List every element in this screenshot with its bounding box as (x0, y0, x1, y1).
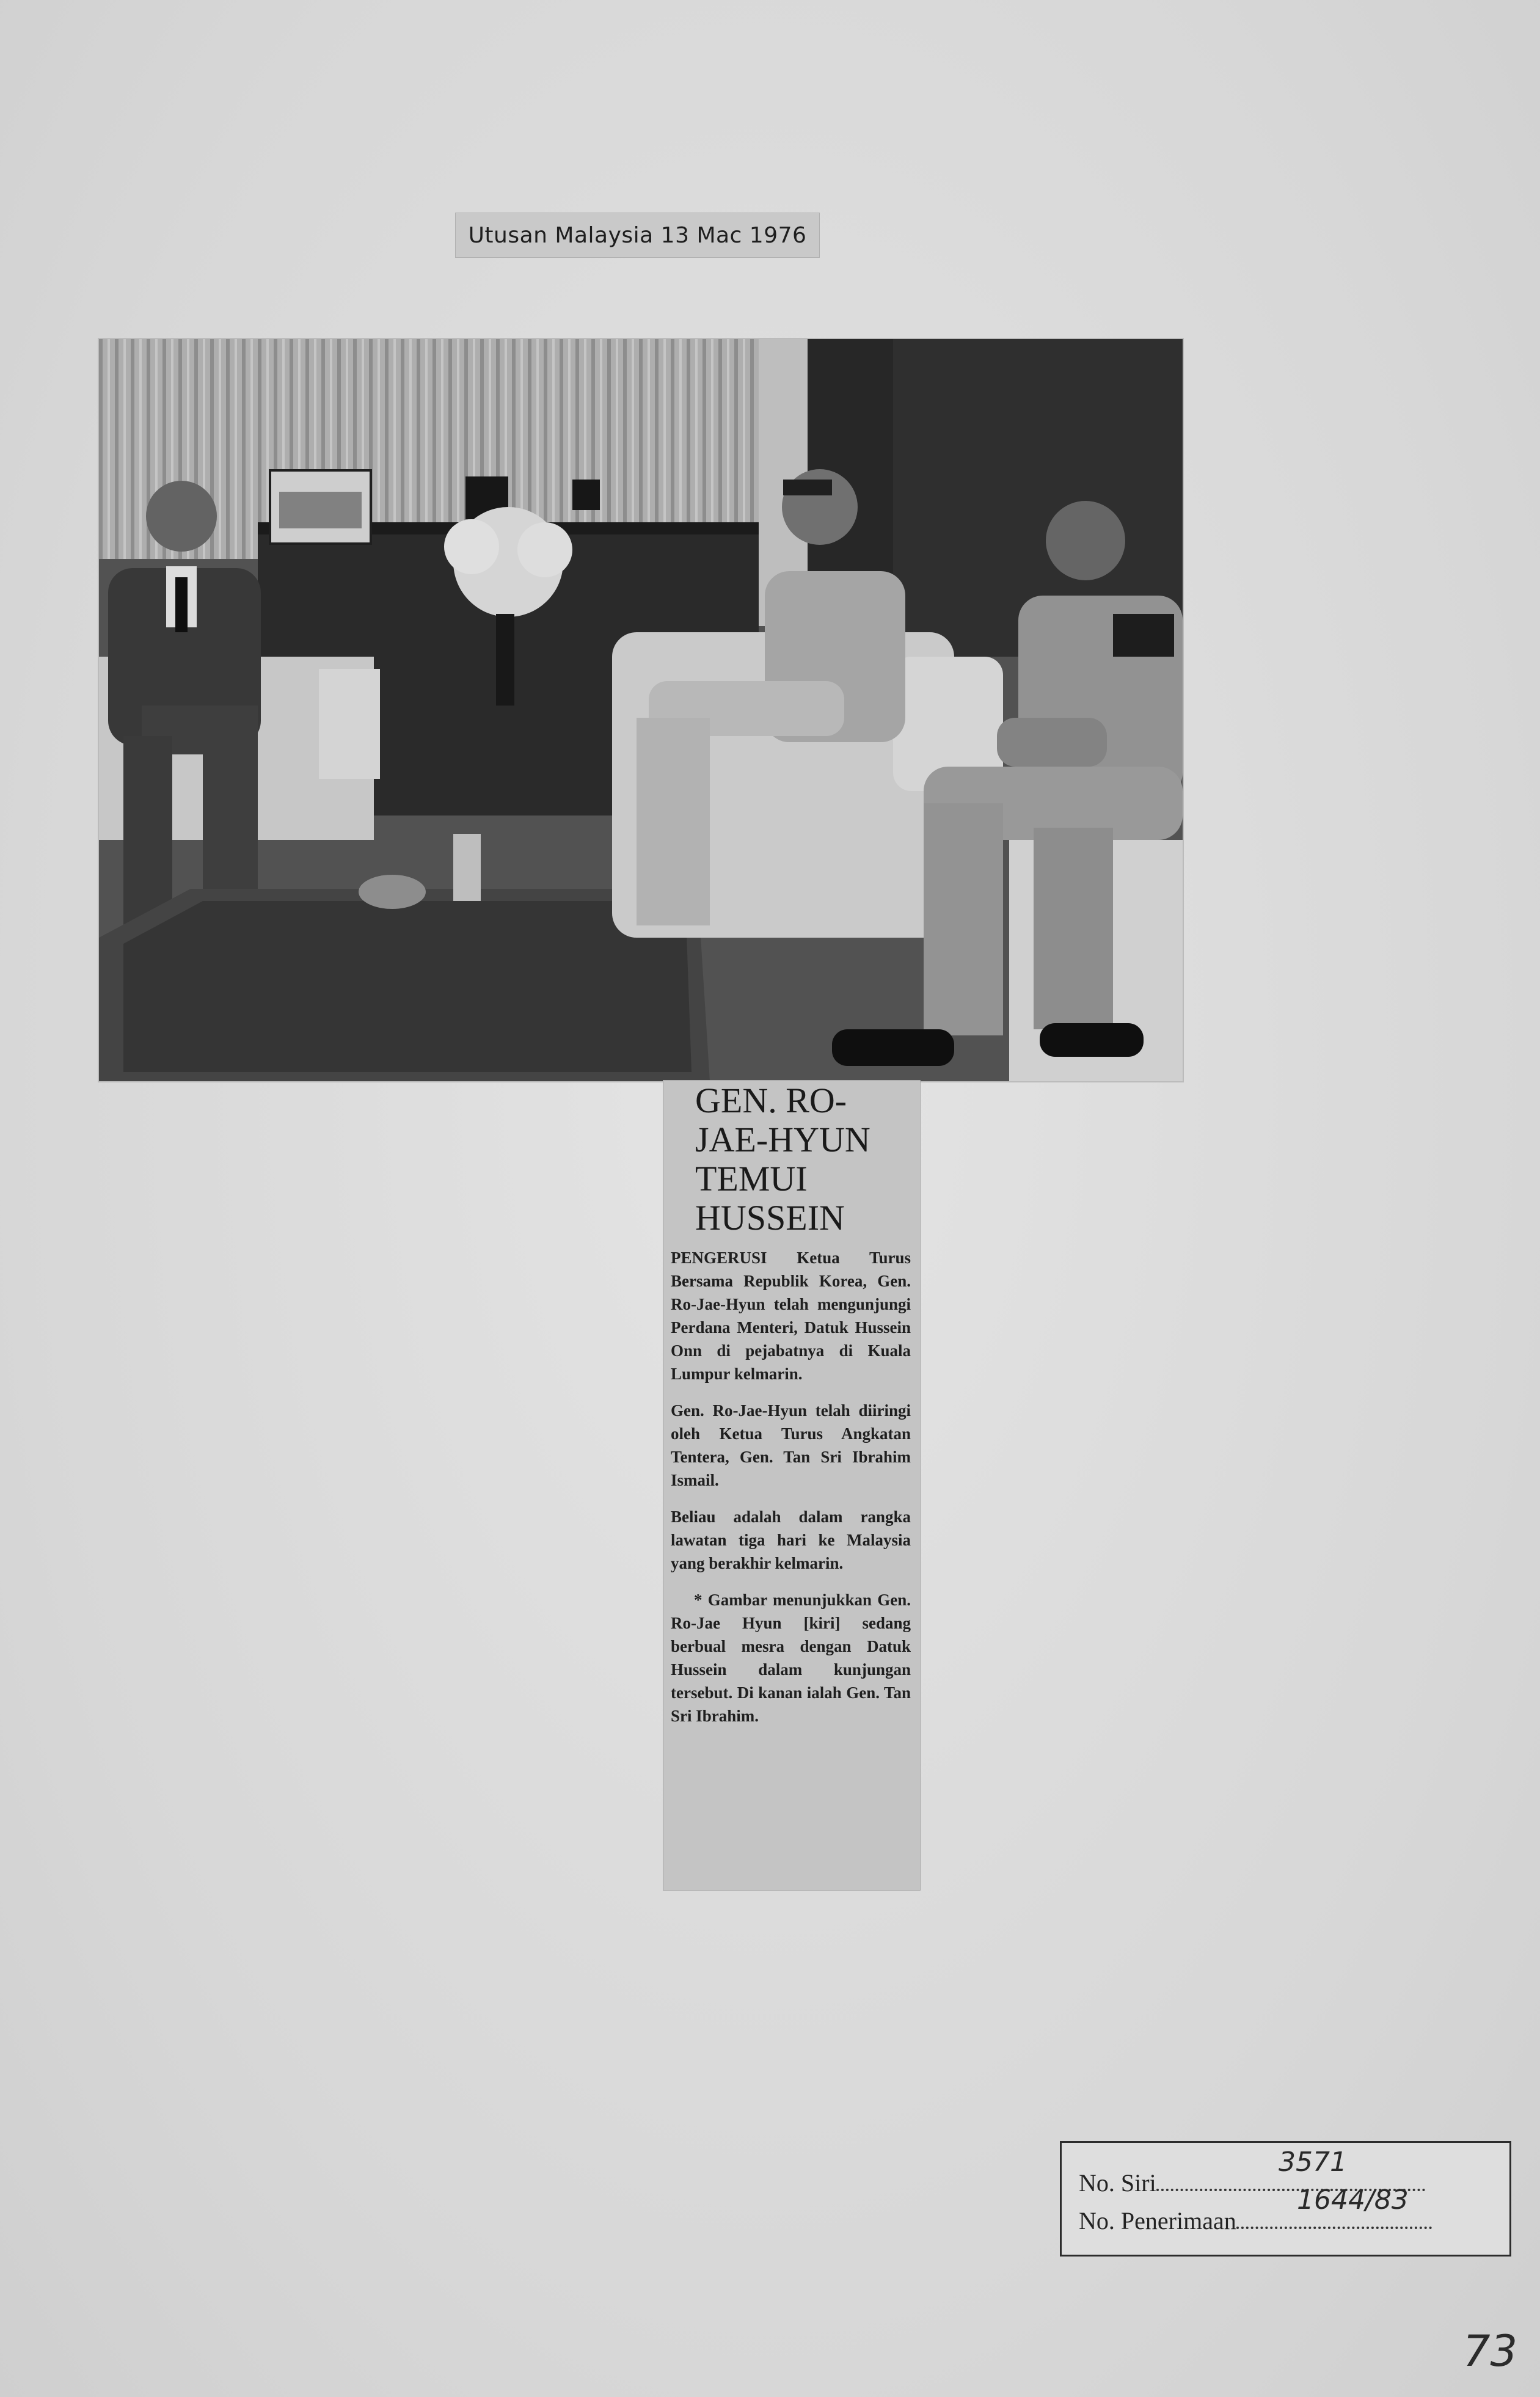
page-number: 73 (1463, 2326, 1518, 2376)
headline-line: JAE-HYUN (695, 1120, 870, 1159)
news-photograph (98, 338, 1184, 1082)
photo-caption: * Gambar menunjukkan Gen. Ro-Jae Hyun [kiri] sedang berbual mesra dengan Datuk Hussein dalam kunjungan tersebut. Di kanan ialah Gen. Tan Sri Ibrahim. (671, 1591, 911, 1725)
article-headline (695, 1081, 915, 1238)
article-paragraph: PENGERUSI Ketua Turus Bersama Republik Korea, Gen. Ro-Jae-Hyun telah mengunjungi Perdana Menteri, Datuk Hussein Onn di pejabatnya di Kuala Lumpur kelmarin. (671, 1249, 911, 1383)
headline-line: HUSSEIN (695, 1198, 845, 1238)
penerimaan-handwritten-value: 1644/83 (1297, 2184, 1409, 2216)
newspaper-source-label: Utusan Malaysia 13 Mac 1976 (455, 213, 820, 258)
siri-handwritten-value: 3571 (1279, 2147, 1347, 2178)
headline-line: TEMUI (695, 1159, 808, 1198)
article-body (671, 1246, 911, 1741)
headline-line: GEN. RO- (695, 1081, 847, 1120)
penerimaan-label: No. Penerimaan (1079, 2207, 1236, 2235)
article-paragraph: Gen. Ro-Jae-Hyun telah diiringi oleh Ketua Turus Angkatan Tentera, Gen. Tan Sri Ibrahim Ismail. (671, 1401, 911, 1489)
archive-stamp (1060, 2141, 1511, 2257)
penerimaan-dotted-line (1236, 2227, 1432, 2229)
siri-label: No. Siri (1079, 2169, 1156, 2197)
article-paragraph: Beliau adalah dalam rangka lawatan tiga hari ke Malaysia yang berakhir kelmarin. (671, 1508, 911, 1572)
